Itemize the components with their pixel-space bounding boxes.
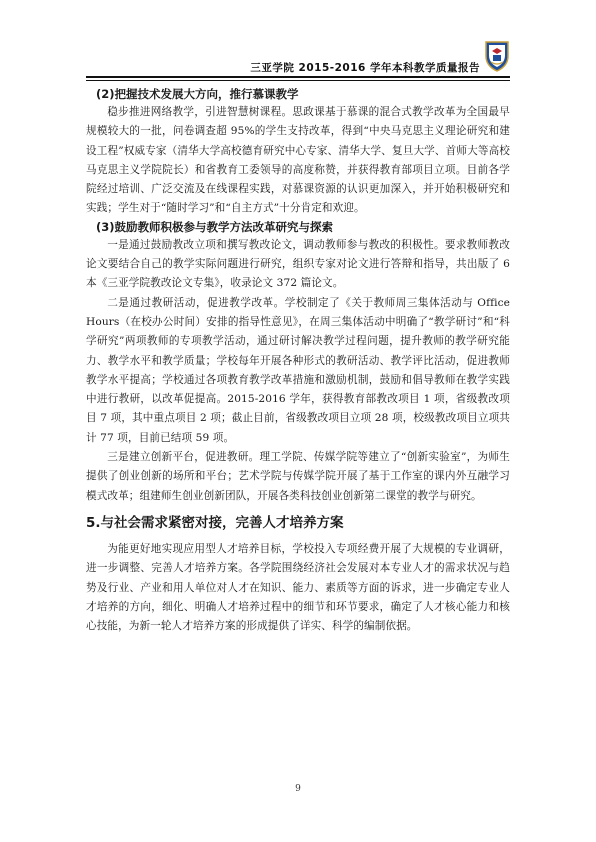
paragraph: 一是通过鼓励教改立项和撰写教改论文，调动教师参与教改的积极性。要求教师教改论文要结合自己的教学实际问题进行研究，组织专家对论文进行答辩和指导，共出版了 6 本《三亚学院教改论文专集》，收录论文 372 篇论文。	[86, 238, 510, 290]
subsection-heading: (2)把握技术发展大方向，推行慕课教学	[96, 87, 299, 101]
header-rule-thick	[86, 76, 510, 78]
paragraph: 二是通过教研活动，促进教学改革。学校制定了《关于教师周三集体活动与 Office Hours（在校办公时间）安排的指导性意见》，在周三集体活动中明确了“教学研讨”和“科学研究”两项教师的专项教学活动，通过研讨解决教学过程问题，提升教师的教学研究能力、教学水平和教学质量；学校每年开展各种形式的教研活动、教学评比活动，促进教师教学水平提高；学校通过各项教育教学改革措施和激励机制，鼓励和倡导教师在教学实践中进行教研，以改革促提高。2015-2016 学年，获得教育部教改项目 1 项，省级教改项目 7 项，其中重点项目 2 项；截止目前，省级教改项目立项 28 项，校级教改项目立项共计 77 项，目前已结项 59 项。	[86, 296, 510, 444]
page-header	[86, 40, 510, 76]
paragraph: 为能更好地实现应用型人才培养目标，学校投入专项经费开展了大规模的专业调研，进一步调整、完善人才培养方案。各学院围绕经济社会发展对本专业人才的需求状况与趋势及行业、产业和用人单位对人才在知识、能力、素质等方面的诉求，进一步确定专业人才培养的方向，细化、明确人才培养过程中的细节和环节要求，确定了人才核心能力和核心技能，为新一轮人才培养方案的形成提供了详实、科学的编制依据。	[86, 542, 510, 633]
paragraph: 三是建立创新平台，促进教研。理工学院、传媒学院等建立了“创新实验室”，为师生提供了创业创新的场所和平台；艺术学院与传媒学院开展了基于工作室的课内外互融学习模式改革；组建师生创业创新团队，开展各类科技创业创新第二课堂的教学与研究。	[86, 451, 510, 502]
paragraph: 稳步推进网络教学，引进智慧树课程。思政课基于慕课的混合式教学改革为全国最早规模较大的一批，问卷调查超 95%的学生支持改革，得到“中央马克思主义理论研究和建设工程”权威专家（清华大学高校德育研究中心专家、清华大学、复旦大学、首师大等高校马克思主义学院院长）和省教育工委领导的高度称赞，并获得教育部项目立项。目前各学院经过培训、广泛交流及在线课程实践，对慕课资源的认识更加深入，并开始积极研究和实践；学生对于“随时学习”和“自主方式”十分肯定和欢迎。	[86, 106, 510, 215]
page-content	[86, 86, 510, 636]
section-heading: 5.与社会需求紧密对接，完善人才培养方案	[86, 514, 344, 531]
header-rule-thin	[86, 80, 510, 81]
header-title: 三亚学院 2015-2016 学年本科教学质量报告	[250, 62, 480, 74]
page-number: 9	[295, 784, 301, 794]
university-crest-icon	[484, 40, 510, 72]
subsection-heading: (3)鼓励教师积极参与教学方法改革研究与探索	[96, 219, 334, 234]
